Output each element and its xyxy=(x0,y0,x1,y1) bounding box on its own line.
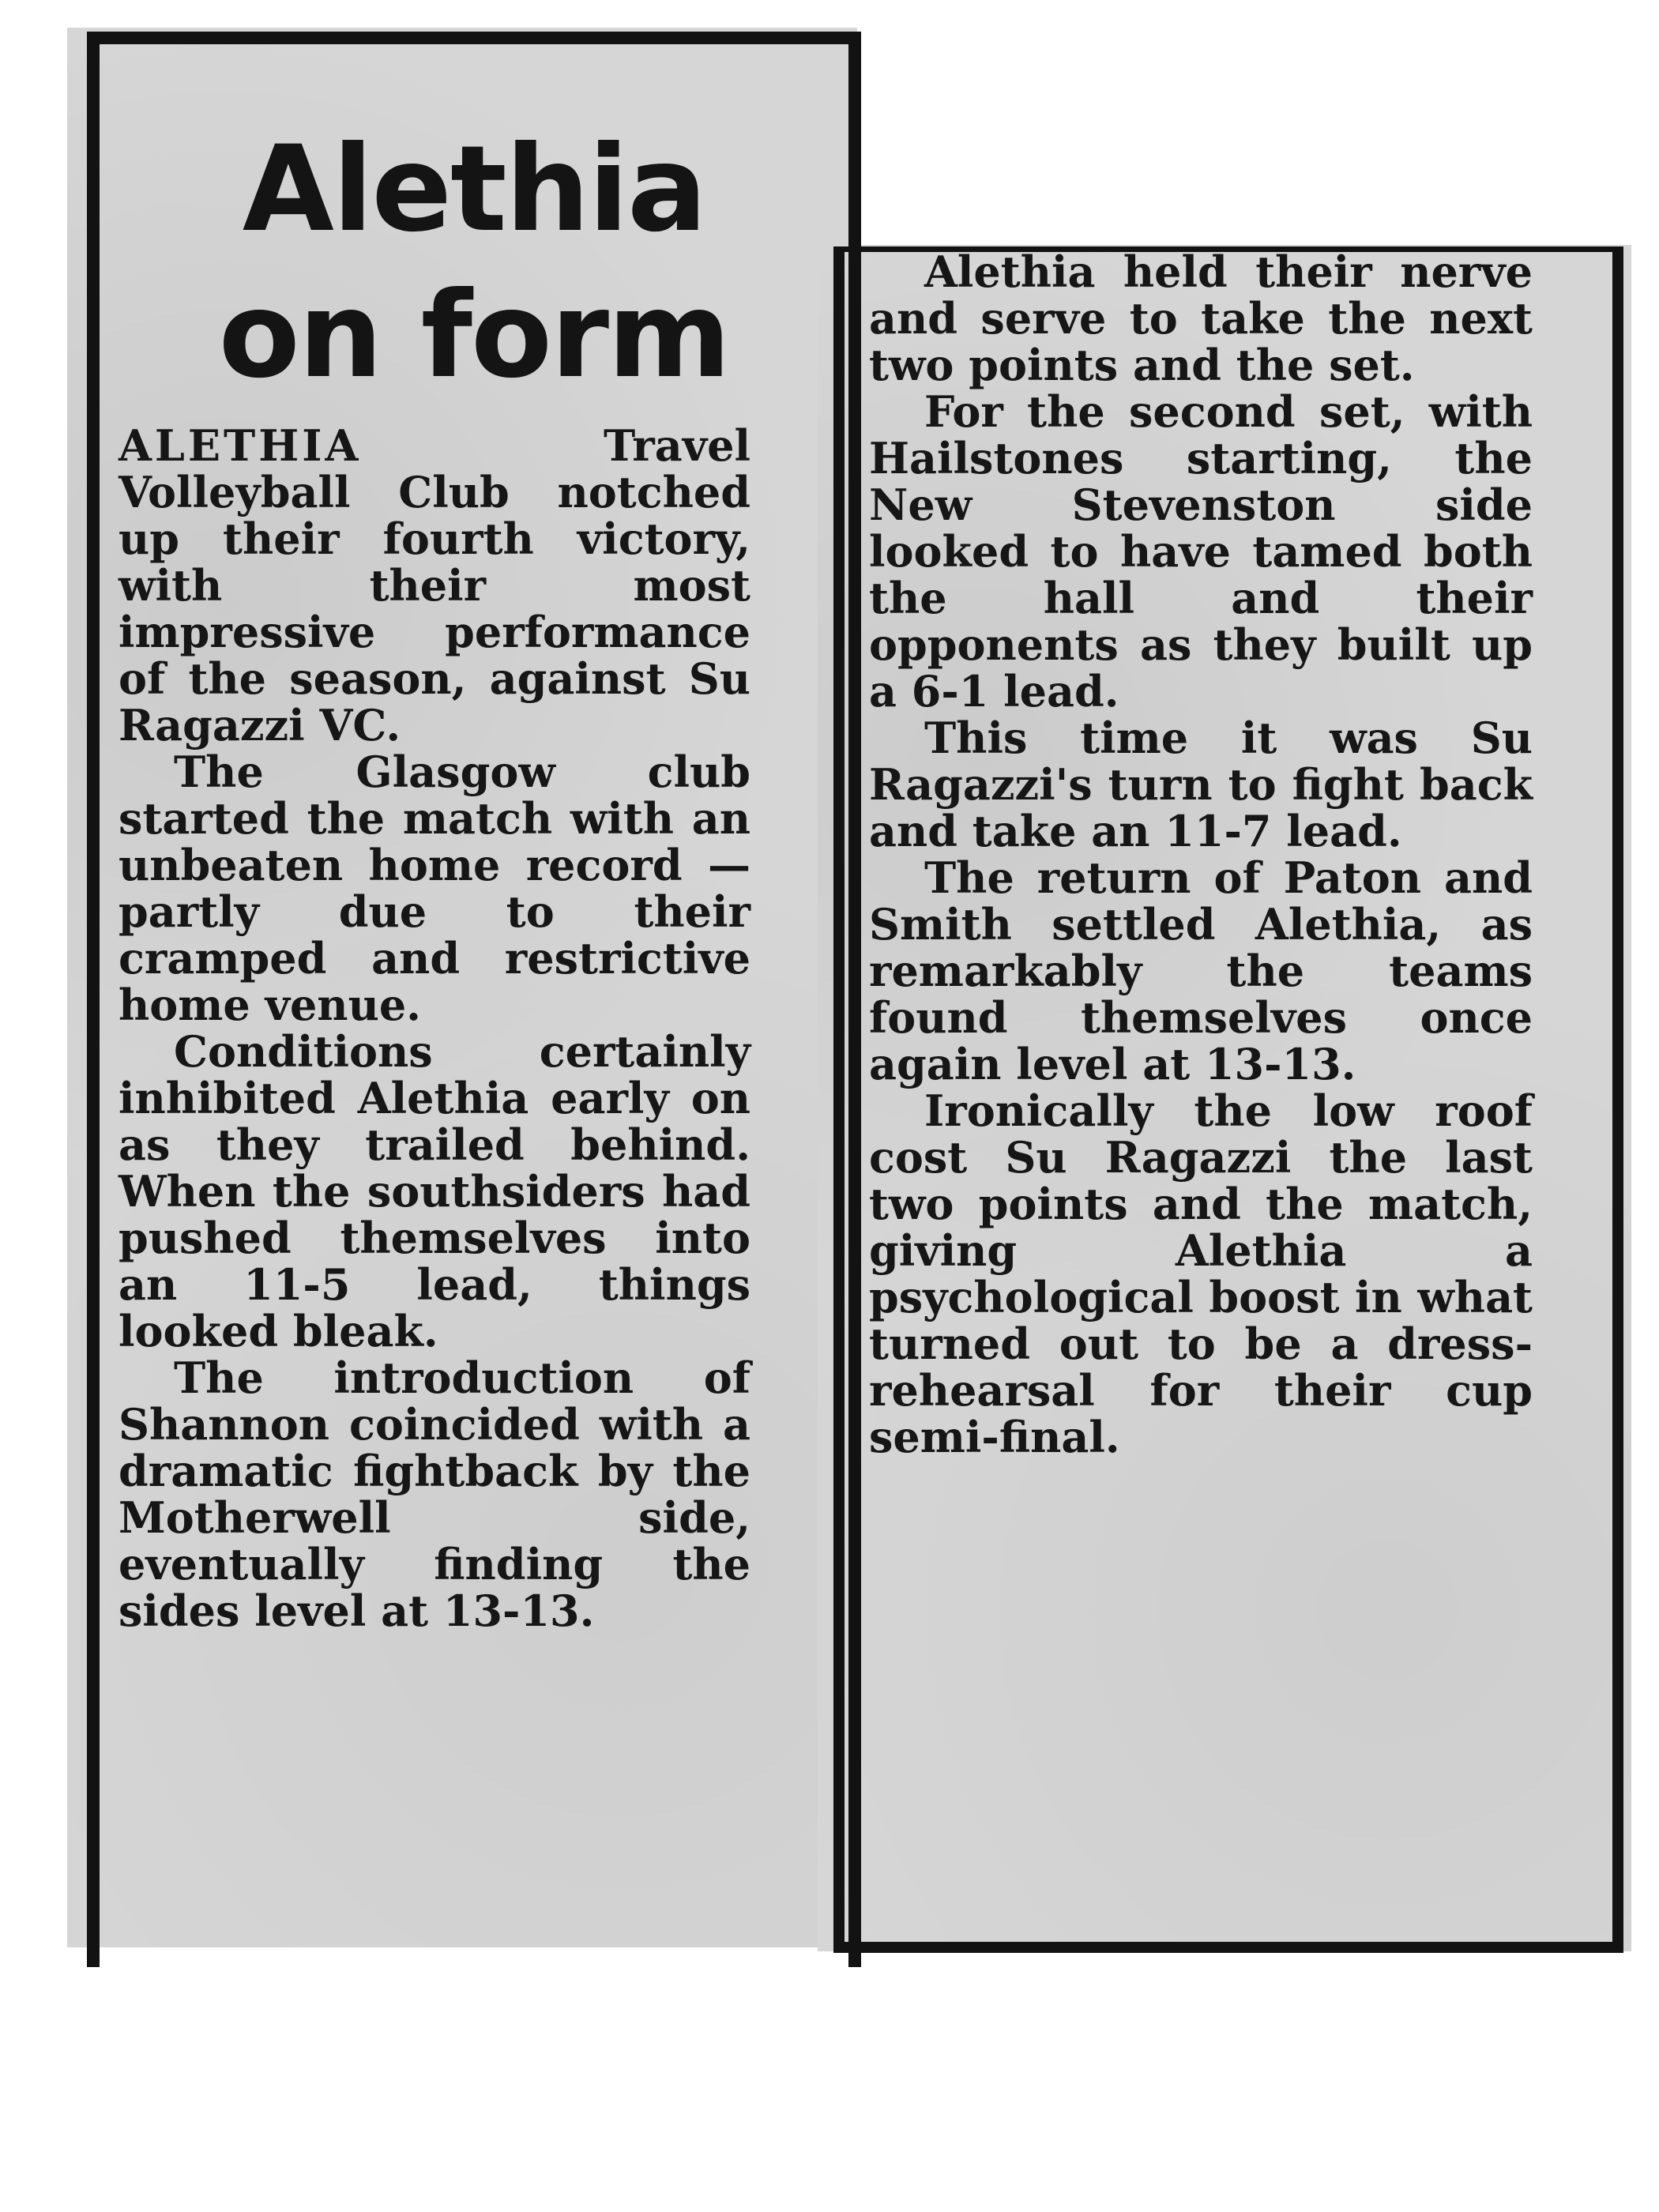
paragraph-9: Ironically the low roof cost Su Ragazzi the last two points and the match, giving Alethia a psychological boost in what turned out to be a dress-rehearsal for their cup semi-final. xyxy=(869,1085,1533,1462)
headline-line-2: on form xyxy=(218,267,730,404)
paragraph-7: This time it was Su Ragazzi's turn to fight back and take an 11-7 lead. xyxy=(869,713,1533,856)
paragraph-4: The introduction of Shannon coincided with a dramatic fightback by the Motherwell side, eventually finding the sides level at 13-13. xyxy=(118,1352,750,1636)
paragraph-1 xyxy=(118,420,750,750)
article-column-right xyxy=(869,246,1533,1462)
paragraph-3: Conditions certainly inhibited Alethia early on as they trailed behind. When the southsiders had pushed themselves into an 11-5 lead, things looked bleak. xyxy=(118,1026,750,1356)
paragraph-6: For the second set, with Hailstones starting, the New Stevenston side looked to have tamed both the hall and their opponents as they built up a 6-1 lead. xyxy=(869,386,1533,717)
lead-word: ALETHIA xyxy=(118,420,362,471)
paragraph-8: The return of Paton and Smith settled Alethia, as remarkably the teams found themselves once again level at 13-13. xyxy=(869,852,1533,1089)
article-column-left xyxy=(118,420,750,1636)
paragraph-1-text: Travel Volleyball Club notched up their fourth victory, with their most impressive performance of the season, against Su Ragazzi VC. xyxy=(118,420,750,750)
headline-line-1: Alethia xyxy=(242,121,706,258)
paragraph-5: Alethia held their nerve and serve to take the next two points and the set. xyxy=(869,246,1533,390)
paragraph-2: The Glasgow club started the match with an unbeaten home record — partly due to their cramped and restrictive home venue. xyxy=(118,747,750,1030)
